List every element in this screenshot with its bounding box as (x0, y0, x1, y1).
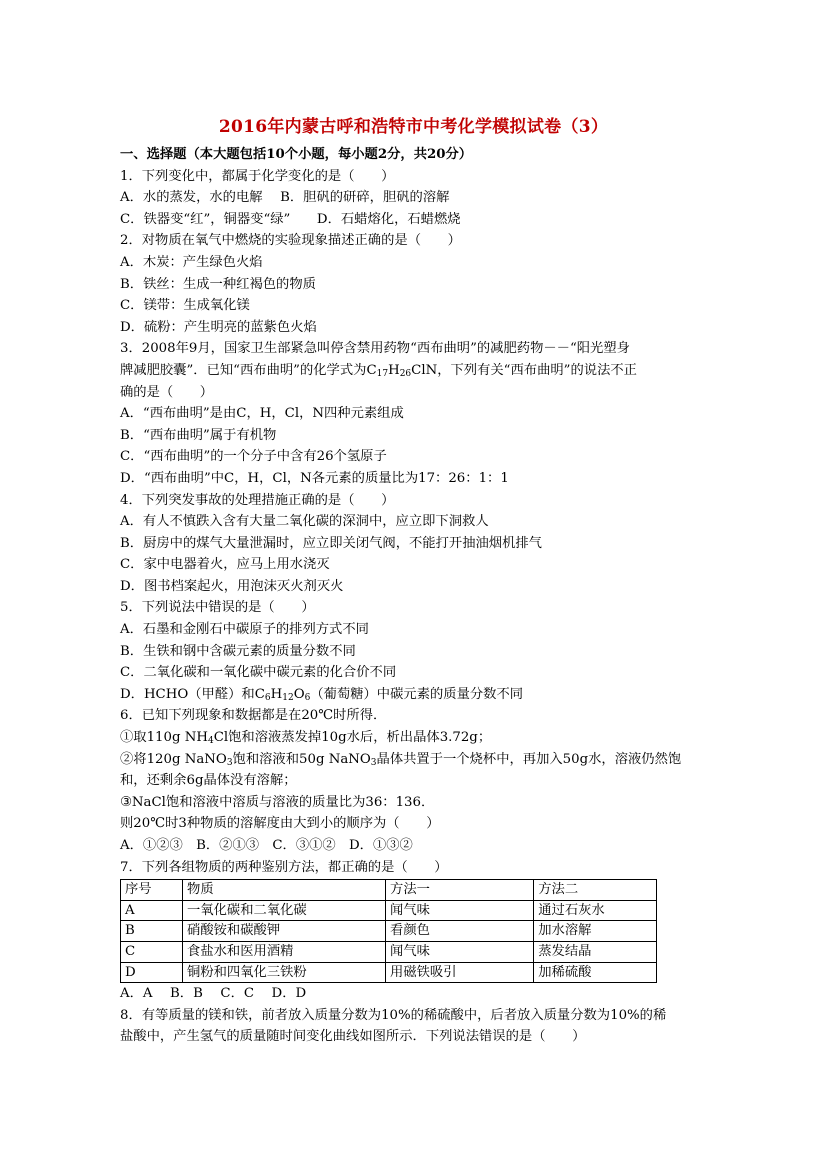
formula-element: O (293, 686, 305, 702)
q6-statement-2-cont: 和，还剩余6g晶体没有溶解； (120, 773, 297, 789)
q6-question: 则20℃时3种物质的溶解度由大到小的顺序为（ ） (120, 816, 440, 832)
q3-option-d: D．“西布曲明”中C，H，Cl，N各元素的质量比为17：26：1：1 (120, 470, 509, 486)
q1-options-cd: C．铁器变“红”，铜器变“绿” D．石蜡熔化，石蜡燃烧 (120, 211, 461, 227)
q5-option-a: A．石墨和金刚石中碳原子的排列方式不同 (120, 622, 369, 638)
q8-stem-line2: 盐酸中，产生氢气的质量随时间变化曲线如图所示．下列说法错误的是（ ） (120, 1029, 586, 1045)
q3-option-a: A．“西布曲明”是由C，H，Cl，N四种元素组成 (120, 406, 404, 422)
table-cell: 蒸发结晶 (534, 941, 657, 962)
q5-text: （葡萄糖）中碳元素的质量分数不同 (310, 686, 524, 702)
q1-options-ab: A．水的蒸发，水的电解 B．胆矾的研碎，胆矾的溶解 (120, 190, 450, 206)
q2-option-b: B．铁丝：生成一种红褐色的物质 (120, 276, 316, 292)
formula-element: H (270, 686, 283, 702)
table-cell: C (121, 941, 183, 962)
table-cell: A (121, 900, 183, 921)
q7-options: A．A B．B C．C D．D (120, 986, 307, 1002)
formula-subscript: 26 (399, 368, 412, 379)
q6-text: ①取110g NH (120, 730, 208, 746)
q6-statement-1 (120, 727, 715, 749)
q3-stem-line3: 确的是（ ） (120, 384, 214, 400)
q6-text: ②将120g NaNO (120, 751, 227, 767)
table-header-cell: 物质 (183, 880, 386, 901)
formula-subscript: 6 (304, 692, 311, 703)
q6-options: A．①②③ B．②①③ C．③①② D．①③② (120, 838, 413, 853)
table-cell: 用磁铁吸引 (386, 962, 534, 983)
q3-text: ClN，下列有关“西布曲明”的说法不正 (411, 362, 637, 378)
formula-subscript: 3 (370, 757, 377, 768)
formula-subscript: 6 (264, 692, 271, 703)
q6-stem: 6．已知下列现象和数据都是在20℃时所得． (120, 708, 387, 724)
q6-statement-3: ③NaCl饱和溶液中溶质与溶液的质量比为36：136． (120, 794, 435, 810)
q6-text: 晶体共置于一个烧杯中，再加入50g水，溶液仍然饱 (376, 751, 682, 767)
q4-option-b: B．厨房中的煤气大量泄漏时，应立即关闭气阀，不能打开抽油烟机排气 (120, 535, 542, 551)
q6-statement-2 (120, 749, 715, 771)
q8-stem-line1: 8．有等质量的镁和铁，前者放入质量分数为10%的稀硫酸中，后者放入质量分数为10%的稀 (120, 1007, 667, 1023)
q2-option-a: A．木炭：产生绿色火焰 (120, 254, 263, 270)
q2-option-c: C．镁带：生成氧化镁 (120, 298, 250, 314)
q3-stem-line1: 3．2008年9月，国家卫生部紧急叫停含禁用药物“西布曲明”的减肥药物－－“阳光塑身 (120, 341, 630, 357)
q5-text: D．HCHO（甲醛）和C (120, 686, 265, 702)
q7-table (120, 879, 657, 983)
table-cell: 通过石灰水 (534, 900, 657, 921)
table-header-cell: 方法二 (534, 880, 657, 901)
q3-text: 牌减肥胶囊”．已知“西布曲明”的化学式为C (120, 362, 377, 378)
q5-option-c: C．二氧化碳和一氧化碳中碳元素的化合价不同 (120, 665, 397, 681)
table-cell: 看颜色 (386, 921, 534, 942)
q4-option-a: A．有人不慎跌入含有大量二氧化碳的深洞中，应立即下洞救人 (120, 514, 489, 530)
formula-subscript: 17 (376, 368, 389, 379)
table-row (121, 962, 657, 983)
q4-option-d: D．图书档案起火，用泡沫灭火剂灭火 (120, 578, 344, 594)
page-title: 2016年内蒙古呼和浩特市中考化学模拟试卷（3） (218, 117, 609, 137)
q6-text: Cl饱和溶液蒸发掉10g水后，析出晶体3.72g； (213, 730, 492, 746)
table-cell: 食盐水和医用酒精 (183, 941, 386, 962)
table-header-cell: 方法一 (386, 880, 534, 901)
q6-text: 饱和溶液和50g NaNO (232, 751, 371, 767)
q2-option-d: D．硫粉：产生明亮的蓝紫色火焰 (120, 319, 317, 335)
q3-option-c: C．“西布曲明”的一个分子中含有26个氢原子 (120, 449, 387, 465)
table-cell: 闻气味 (386, 900, 534, 921)
q3-option-b: B．“西布曲明”属于有机物 (120, 427, 277, 443)
table-cell: 加水溶解 (534, 921, 657, 942)
q4-option-c: C．家中电器着火，应马上用水浇灭 (120, 557, 330, 573)
table-cell: 加稀硫酸 (534, 962, 657, 983)
q5-stem: 5．下列说法中错误的是（ ） (120, 600, 315, 616)
table-cell: D (121, 962, 183, 983)
formula-element: H (388, 362, 400, 378)
table-row (121, 921, 657, 942)
table-cell: B (121, 921, 183, 942)
formula-subscript: 12 (282, 692, 294, 703)
q3-stem-line2 (120, 360, 715, 382)
formula-subscript: 3 (226, 757, 233, 768)
formula-subscript: 4 (207, 736, 214, 747)
q4-stem: 4．下列突发事故的处理措施正确的是（ ） (120, 492, 395, 508)
q5-option-d (120, 684, 715, 706)
q5-option-b: B．生铁和钢中含碳元素的质量分数不同 (120, 643, 356, 659)
table-row (121, 900, 657, 921)
table-header-row (121, 880, 657, 901)
q1-stem: 1．下列变化中，都属于化学变化的是（ ） (120, 168, 395, 184)
table-cell: 一氧化碳和二氧化碳 (183, 900, 386, 921)
exam-content (120, 144, 715, 1048)
table-cell: 铜粉和四氧化三铁粉 (183, 962, 386, 983)
table-cell: 硝酸铵和碳酸钾 (183, 921, 386, 942)
section-heading: 一、选择题（本大题包括10个小题，每小题2分，共20分） (120, 147, 473, 162)
table-header-cell: 序号 (121, 880, 183, 901)
table-cell: 闻气味 (386, 941, 534, 962)
q2-stem: 2．对物质在氧气中燃烧的实验现象描述正确的是（ ） (120, 233, 461, 249)
q7-stem: 7．下列各组物质的两种鉴别方法，都正确的是（ ） (120, 859, 448, 875)
table-row (121, 941, 657, 962)
